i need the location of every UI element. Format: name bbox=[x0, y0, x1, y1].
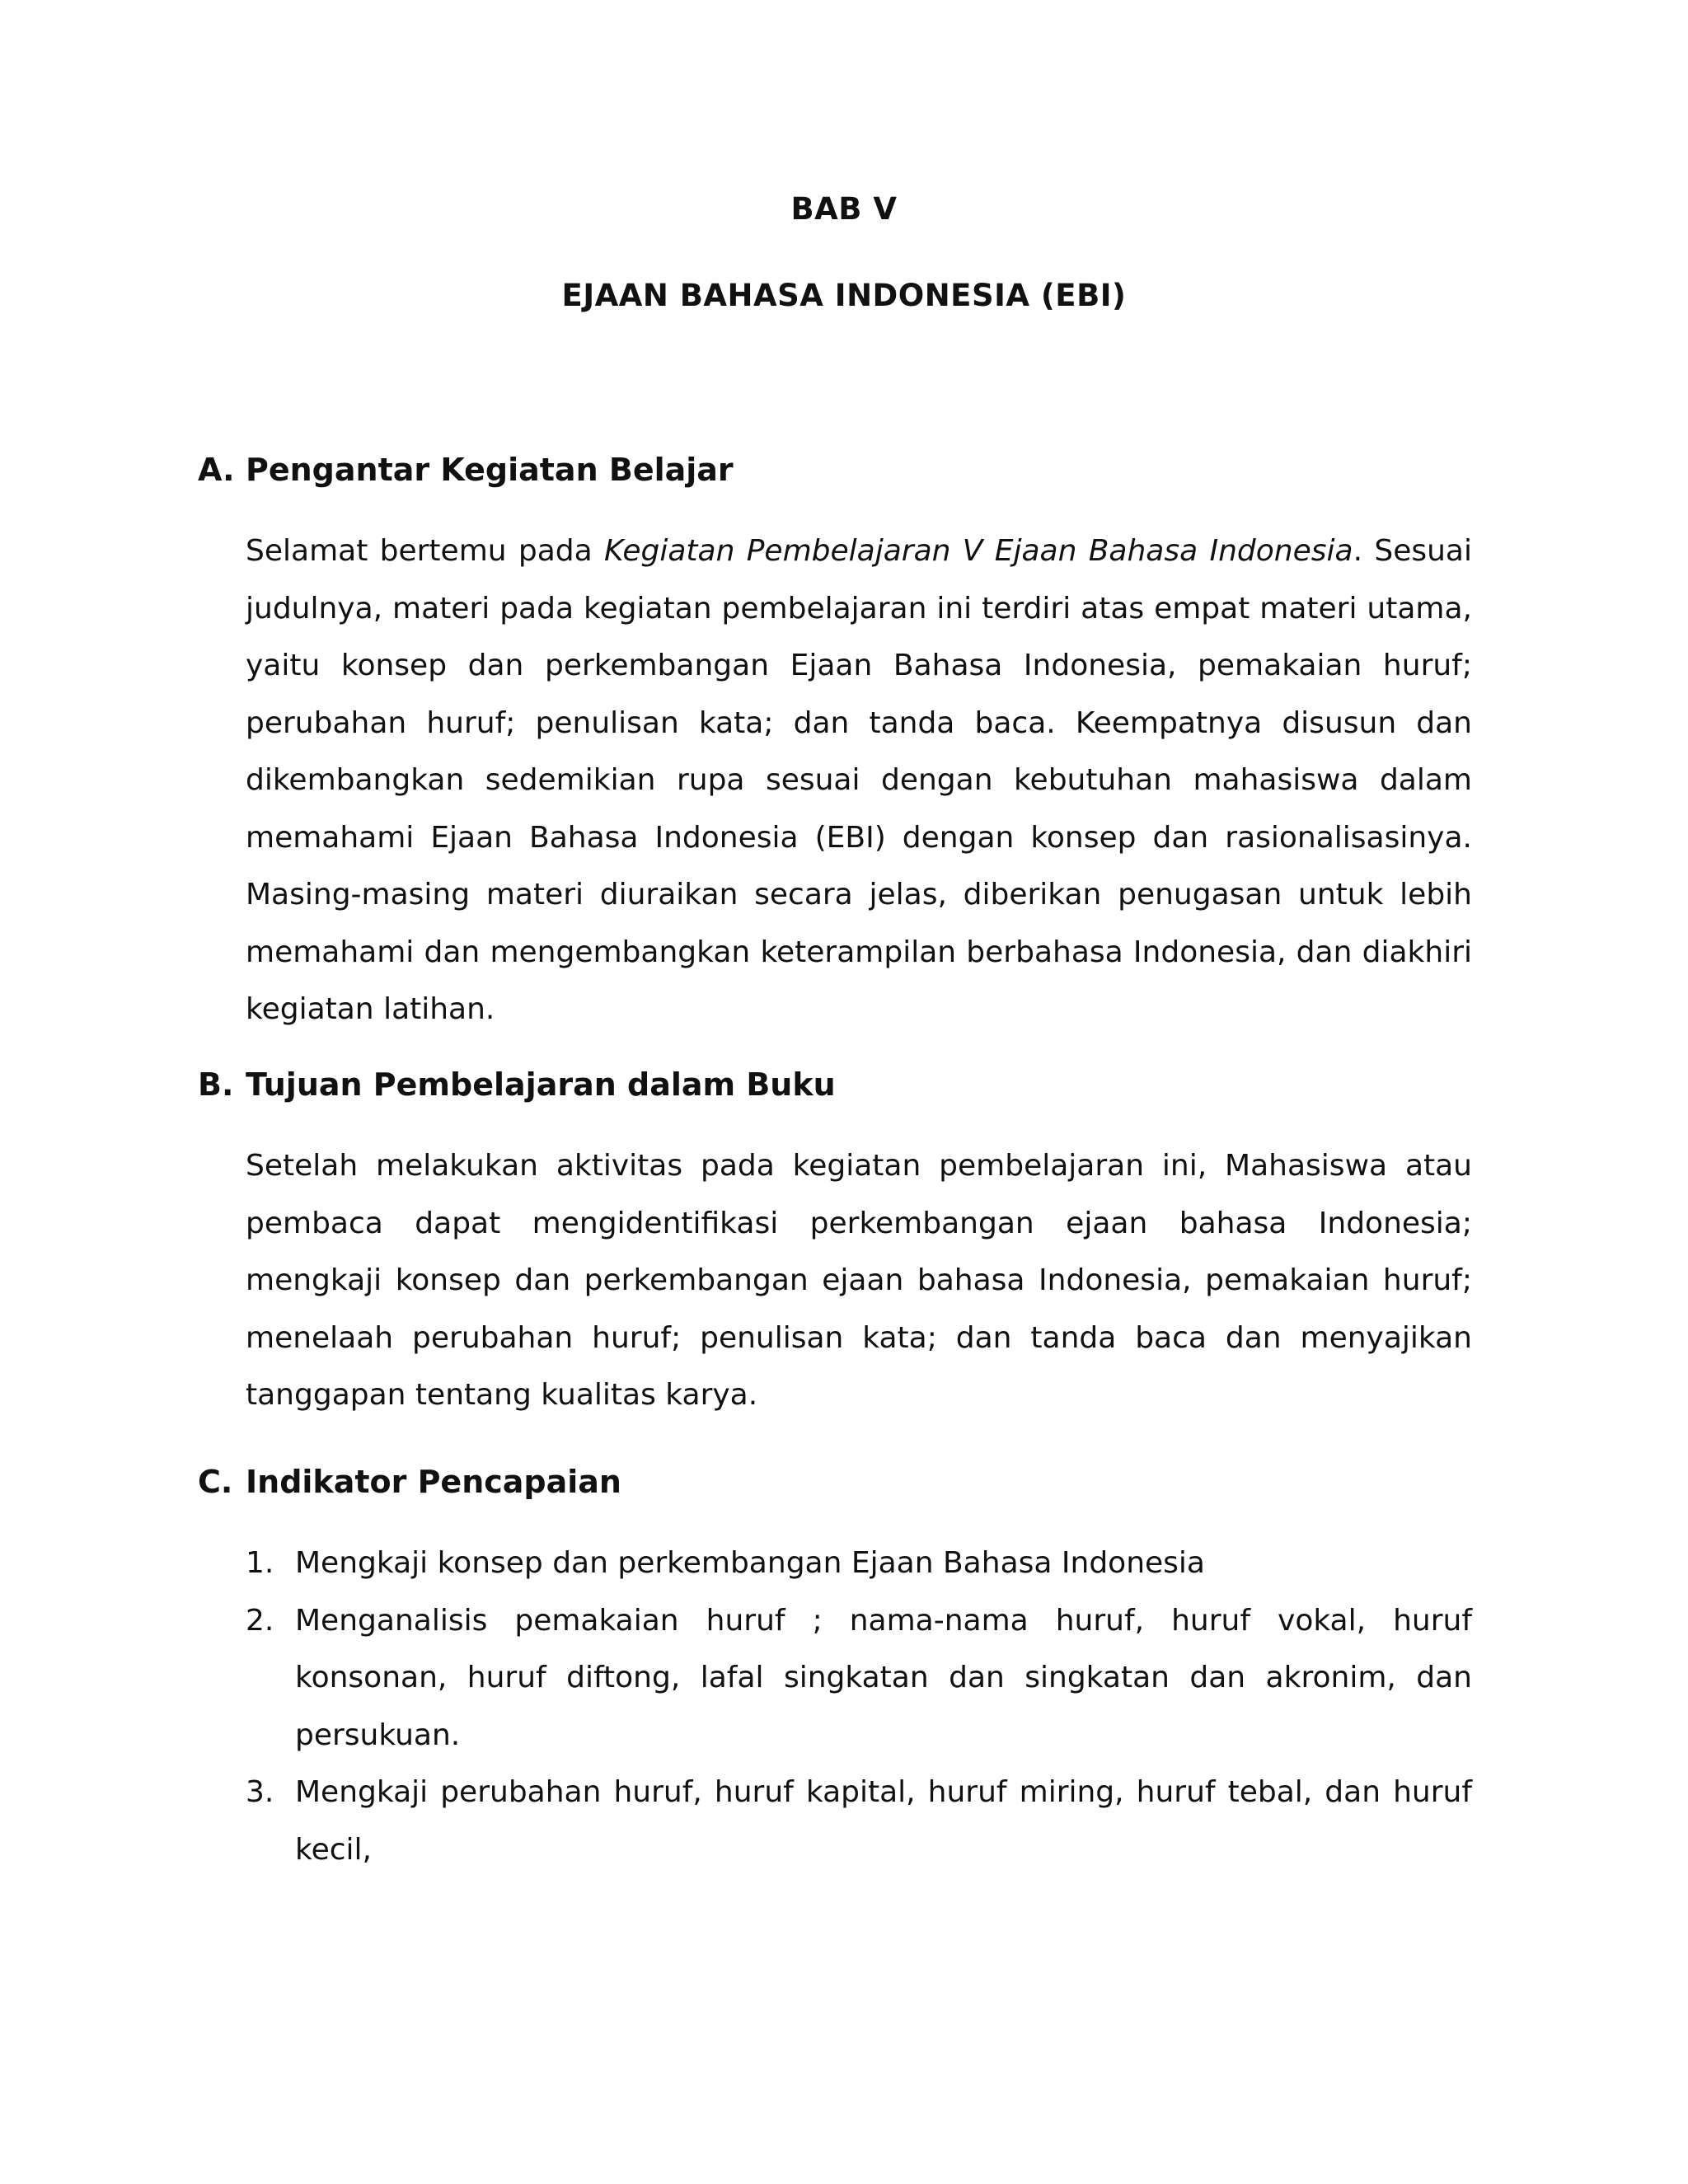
list-item-number: 1. bbox=[246, 1546, 274, 1580]
section-title: Pengantar Kegiatan Belajar bbox=[246, 452, 734, 488]
section-heading-b bbox=[198, 1066, 836, 1103]
paragraph-text: Selamat bertemu pada bbox=[246, 534, 605, 568]
list-item bbox=[246, 1592, 1472, 1765]
paragraph-text: . Sesuai judulnya, materi pada kegiatan pembelajaran ini terdiri atas empat materi utama, yaitu konsep dan perkembangan Ejaan Bahasa Indonesia, pemakaian huruf; perubahan huruf; penulisan kata; dan tanda baca. Keempatnya disusun dan dikembangkan sedemikian rupa sesuai dengan kebutuhan mahasiswa dalam memahami Ejaan Bahasa Indonesia (EBI) dengan konsep dan rasionalisasinya. Masing-masing materi diuraikan secara jelas, diberikan penugasan untuk lebih memahami dan mengembangkan keterampilan berbahasa Indonesia, dan diakhiri kegiatan latihan. bbox=[246, 534, 1472, 1026]
section-a-paragraph bbox=[246, 523, 1472, 1038]
paragraph-italic-text: Kegiatan Pembelajaran V Ejaan Bahasa Indonesia bbox=[604, 534, 1353, 568]
list-item-number: 3. bbox=[246, 1775, 274, 1809]
list-item bbox=[246, 1764, 1472, 1878]
section-heading-c bbox=[198, 1464, 621, 1500]
indicator-list bbox=[246, 1535, 1472, 1878]
section-title: Tujuan Pembelajaran dalam Buku bbox=[246, 1066, 836, 1103]
section-letter: C. bbox=[198, 1464, 233, 1500]
section-b-paragraph bbox=[246, 1137, 1472, 1424]
list-item-text: Mengkaji perubahan huruf, huruf kapital, huruf miring, huruf tebal, dan huruf kecil, bbox=[295, 1775, 1472, 1867]
section-letter: A. bbox=[198, 452, 235, 488]
section-heading-a bbox=[198, 452, 734, 488]
list-item bbox=[246, 1535, 1472, 1592]
section-title: Indikator Pencapaian bbox=[246, 1464, 621, 1500]
paragraph-text: Setelah melakukan aktivitas pada kegiatan pembelajaran ini, Mahasiswa atau pembaca dapat mengidentifikasi perkembangan ejaan bahasa Indonesia; mengkaji konsep dan perkembangan ejaan bahasa Indonesia, pemakaian huruf; menelaah perubahan huruf; penulisan kata; dan tanda baca dan menyajikan tanggapan tentang kualitas karya. bbox=[246, 1149, 1472, 1412]
section-letter: B. bbox=[198, 1066, 234, 1103]
list-item-text: Mengkaji konsep dan perkembangan Ejaan Bahasa Indonesia bbox=[295, 1546, 1205, 1580]
list-item-number: 2. bbox=[246, 1603, 274, 1638]
chapter-number: BAB V bbox=[790, 191, 898, 227]
list-item-text: Menganalisis pemakaian huruf ; nama-nama huruf, huruf vokal, huruf konsonan, huruf diftong, lafal singkatan dan singkatan dan akronim, dan persukuan. bbox=[295, 1603, 1472, 1752]
chapter-title: EJAAN BAHASA INDONESIA (EBI) bbox=[561, 278, 1127, 313]
